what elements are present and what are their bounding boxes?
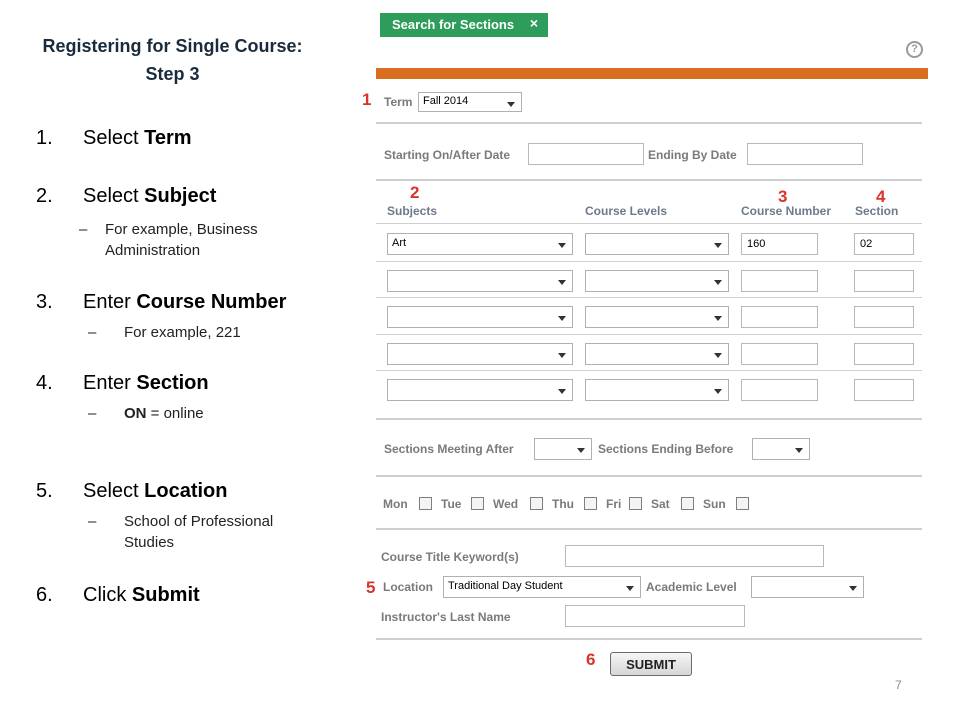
example-rest: = online xyxy=(146,405,204,422)
step-number: 2. xyxy=(36,185,53,207)
divider xyxy=(376,223,922,224)
checkbox-fri[interactable] xyxy=(629,497,642,510)
subject-select-5[interactable] xyxy=(387,379,573,401)
step-verb: Select xyxy=(83,185,145,207)
location-select[interactable] xyxy=(443,576,641,598)
step-number: 5. xyxy=(36,480,53,502)
course-number-input-3[interactable] xyxy=(741,306,818,328)
step-keyword: Subject xyxy=(144,185,217,207)
chevron-down-icon xyxy=(626,586,634,591)
section-input-1[interactable]: 02 xyxy=(854,233,914,255)
step-text xyxy=(83,480,228,503)
example-keyword: ON xyxy=(124,405,147,422)
meeting-after-label: Sections Meeting After xyxy=(384,442,514,456)
step-number: 1. xyxy=(36,127,53,149)
section-header: Section xyxy=(855,204,899,218)
step-verb: Click xyxy=(83,584,132,606)
chevron-down-icon xyxy=(558,389,566,394)
divider xyxy=(376,297,922,298)
academic-level-label: Academic Level xyxy=(646,580,737,594)
chevron-down-icon xyxy=(558,243,566,248)
divider xyxy=(376,179,922,181)
example-line: For example, Business xyxy=(105,221,258,238)
checkbox-mon[interactable] xyxy=(419,497,432,510)
course-levels-header: Course Levels xyxy=(585,204,668,218)
day-label-mon: Mon xyxy=(383,497,408,511)
step-number: 6. xyxy=(36,584,53,606)
checkbox-tue[interactable] xyxy=(471,497,484,510)
slide-title-line2: Step 3 xyxy=(145,64,200,84)
example-line: Administration xyxy=(105,242,201,259)
step-text xyxy=(83,291,286,314)
bullet-dash: – xyxy=(88,513,97,530)
course-number-input-5[interactable] xyxy=(741,379,818,401)
section-input-2[interactable] xyxy=(854,270,914,292)
course-level-select-1[interactable] xyxy=(585,233,729,255)
day-label-fri: Fri xyxy=(606,497,622,511)
page-number: 7 xyxy=(895,678,902,692)
academic-level-select[interactable] xyxy=(751,576,864,598)
start-date-label: Starting On/After Date xyxy=(384,148,511,162)
ending-before-select[interactable] xyxy=(752,438,810,460)
day-label-sat: Sat xyxy=(651,497,670,511)
bullet-dash: – xyxy=(79,221,88,238)
day-label-tue: Tue xyxy=(441,497,462,511)
day-label-thu: Thu xyxy=(552,497,574,511)
instructor-label: Instructor's Last Name xyxy=(381,610,511,624)
subject-value: Art xyxy=(392,237,407,249)
help-icon[interactable]: ? xyxy=(906,41,923,58)
term-label: Term xyxy=(384,95,413,109)
chevron-down-icon xyxy=(714,280,722,285)
chevron-down-icon xyxy=(795,448,803,453)
start-date-input[interactable] xyxy=(528,143,644,165)
checkbox-thu[interactable] xyxy=(584,497,597,510)
section-input-5[interactable] xyxy=(854,379,914,401)
example-line: Studies xyxy=(124,534,175,551)
divider xyxy=(376,122,922,124)
chevron-down-icon xyxy=(558,353,566,358)
marker-6: 6 xyxy=(586,650,596,669)
marker-5: 5 xyxy=(366,578,376,597)
day-label-wed: Wed xyxy=(493,497,519,511)
keyword-label: Course Title Keyword(s) xyxy=(381,550,519,564)
example-line xyxy=(124,403,204,424)
day-label-sun: Sun xyxy=(703,497,726,511)
divider xyxy=(376,370,922,371)
step-keyword: Term xyxy=(144,127,192,149)
course-number-header: Course Number xyxy=(741,204,832,218)
subject-select-2[interactable] xyxy=(387,270,573,292)
end-date-input[interactable] xyxy=(747,143,863,165)
course-level-select-4[interactable] xyxy=(585,343,729,365)
marker-1: 1 xyxy=(362,90,372,109)
slide-title xyxy=(0,32,345,88)
divider xyxy=(376,638,922,640)
keyword-input[interactable] xyxy=(565,545,824,567)
close-icon[interactable]: × xyxy=(529,15,538,31)
chevron-down-icon xyxy=(849,586,857,591)
course-level-select-5[interactable] xyxy=(585,379,729,401)
header-bar xyxy=(376,68,928,79)
step-number: 4. xyxy=(36,372,53,394)
course-number-input-1[interactable]: 160 xyxy=(741,233,818,255)
subject-select-4[interactable] xyxy=(387,343,573,365)
tab-title: Search for Sections xyxy=(392,17,515,32)
subject-select-3[interactable] xyxy=(387,306,573,328)
step-keyword: Location xyxy=(144,480,228,502)
chevron-down-icon xyxy=(558,280,566,285)
step-keyword: Section xyxy=(136,372,209,394)
step-verb: Enter xyxy=(83,291,137,313)
course-level-select-2[interactable] xyxy=(585,270,729,292)
location-value: Traditional Day Student xyxy=(448,580,563,592)
subject-select-1[interactable] xyxy=(387,233,573,255)
divider xyxy=(376,475,922,477)
marker-4: 4 xyxy=(876,187,886,206)
checkbox-sat[interactable] xyxy=(681,497,694,510)
slide-title-line1: Registering for Single Course: xyxy=(42,36,303,56)
step-verb: Select xyxy=(83,480,145,502)
chevron-down-icon xyxy=(714,243,722,248)
step-text xyxy=(83,584,200,607)
marker-2: 2 xyxy=(410,183,420,202)
divider xyxy=(376,334,922,335)
course-number-input-2[interactable] xyxy=(741,270,818,292)
end-date-label: Ending By Date xyxy=(648,148,737,162)
divider xyxy=(376,418,922,420)
chevron-down-icon xyxy=(714,389,722,394)
meeting-after-select[interactable] xyxy=(534,438,592,460)
step-verb: Select xyxy=(83,127,145,149)
step-text xyxy=(83,372,209,395)
chevron-down-icon xyxy=(714,316,722,321)
checkbox-sun[interactable] xyxy=(736,497,749,510)
search-sections-tab[interactable] xyxy=(380,13,548,37)
submit-button[interactable]: SUBMIT xyxy=(610,652,692,676)
chevron-down-icon xyxy=(507,102,515,107)
term-value: Fall 2014 xyxy=(423,95,469,107)
course-level-select-3[interactable] xyxy=(585,306,729,328)
chevron-down-icon xyxy=(714,353,722,358)
step-keyword: Course Number xyxy=(136,291,287,313)
step-text xyxy=(83,127,192,150)
section-input-4[interactable] xyxy=(854,343,914,365)
instructor-input[interactable] xyxy=(565,605,745,627)
divider xyxy=(376,528,922,530)
step-verb: Enter xyxy=(83,372,137,394)
bullet-dash: – xyxy=(88,405,97,422)
checkbox-wed[interactable] xyxy=(530,497,543,510)
example-line: For example, 221 xyxy=(124,324,241,341)
chevron-down-icon xyxy=(577,448,585,453)
chevron-down-icon xyxy=(558,316,566,321)
location-label: Location xyxy=(383,580,433,594)
example-line: School of Professional xyxy=(124,513,274,530)
step-number: 3. xyxy=(36,291,53,313)
ending-before-label: Sections Ending Before xyxy=(598,442,734,456)
step-keyword: Submit xyxy=(131,584,200,606)
course-number-input-4[interactable] xyxy=(741,343,818,365)
bullet-dash: – xyxy=(88,324,97,341)
step-text xyxy=(83,185,216,208)
term-select[interactable] xyxy=(418,92,522,112)
subjects-header: Subjects xyxy=(387,204,438,218)
marker-3: 3 xyxy=(778,187,788,206)
section-input-3[interactable] xyxy=(854,306,914,328)
divider xyxy=(376,261,922,262)
